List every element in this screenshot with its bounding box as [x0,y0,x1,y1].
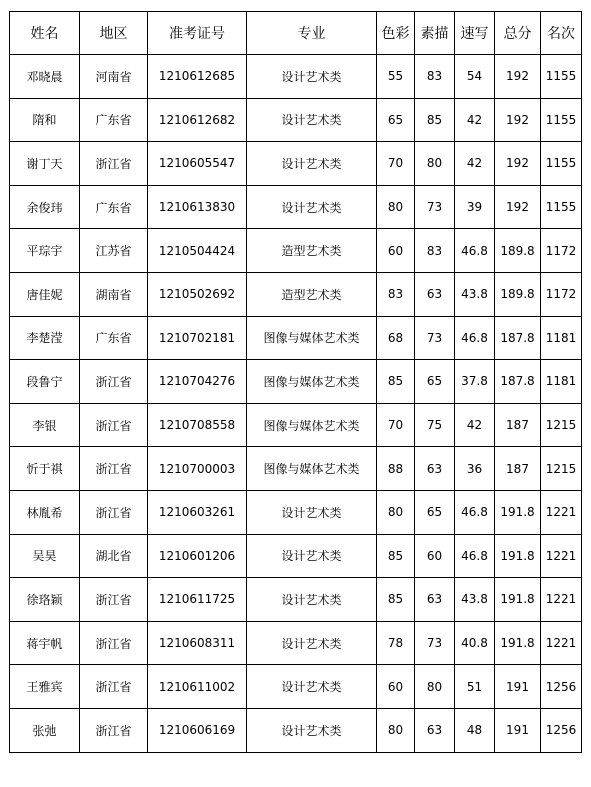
header-exam-number: 准考证号 [148,12,247,55]
cell-total: 191.8 [495,534,541,578]
cell-region: 广东省 [80,185,148,229]
cell-total: 187 [495,403,541,447]
cell-color: 55 [377,55,415,99]
table-row [10,316,582,360]
cell-exam-number: 1210603261 [148,490,247,534]
cell-region: 浙江省 [80,403,148,447]
cell-rank: 1155 [541,185,582,229]
cell-quick-sketch: 36 [455,447,495,491]
table-row [10,578,582,622]
cell-major: 设计艺术类 [247,708,377,752]
table-row [10,142,582,186]
cell-color: 78 [377,621,415,665]
cell-rank: 1221 [541,578,582,622]
cell-exam-number: 1210611002 [148,665,247,709]
cell-region: 浙江省 [80,621,148,665]
table-row [10,621,582,665]
cell-major: 设计艺术类 [247,490,377,534]
cell-color: 85 [377,578,415,622]
cell-sketch: 80 [415,142,455,186]
cell-major: 设计艺术类 [247,185,377,229]
header-total: 总分 [495,12,541,55]
cell-name: 平琮宇 [10,229,80,273]
cell-name: 邓晓晨 [10,55,80,99]
cell-sketch: 63 [415,272,455,316]
cell-sketch: 73 [415,316,455,360]
cell-total: 187 [495,447,541,491]
cell-rank: 1155 [541,142,582,186]
table-row [10,490,582,534]
cell-major: 设计艺术类 [247,621,377,665]
cell-total: 189.8 [495,272,541,316]
cell-major: 图像与媒体艺术类 [247,360,377,404]
cell-quick-sketch: 37.8 [455,360,495,404]
cell-color: 88 [377,447,415,491]
cell-color: 70 [377,142,415,186]
table-row [10,185,582,229]
cell-total: 192 [495,55,541,99]
cell-quick-sketch: 42 [455,142,495,186]
cell-quick-sketch: 51 [455,665,495,709]
cell-exam-number: 1210611725 [148,578,247,622]
cell-rank: 1215 [541,447,582,491]
cell-region: 浙江省 [80,360,148,404]
cell-total: 192 [495,98,541,142]
cell-major: 设计艺术类 [247,55,377,99]
cell-rank: 1221 [541,534,582,578]
table-row [10,447,582,491]
cell-name: 吴昊 [10,534,80,578]
cell-total: 191.8 [495,578,541,622]
cell-quick-sketch: 46.8 [455,316,495,360]
cell-exam-number: 1210504424 [148,229,247,273]
cell-name: 余俊玮 [10,185,80,229]
cell-total: 187.8 [495,316,541,360]
cell-major: 图像与媒体艺术类 [247,447,377,491]
cell-major: 造型艺术类 [247,229,377,273]
cell-region: 湖北省 [80,534,148,578]
cell-sketch: 83 [415,229,455,273]
cell-quick-sketch: 43.8 [455,578,495,622]
cell-name: 王雅宾 [10,665,80,709]
cell-total: 189.8 [495,229,541,273]
cell-name: 林胤希 [10,490,80,534]
cell-major: 设计艺术类 [247,534,377,578]
cell-sketch: 65 [415,360,455,404]
table-row [10,55,582,99]
cell-rank: 1155 [541,98,582,142]
cell-sketch: 73 [415,185,455,229]
table-row [10,534,582,578]
header-region: 地区 [80,12,148,55]
cell-quick-sketch: 39 [455,185,495,229]
cell-region: 广东省 [80,316,148,360]
cell-color: 80 [377,490,415,534]
cell-total: 191.8 [495,621,541,665]
cell-color: 60 [377,229,415,273]
cell-region: 浙江省 [80,490,148,534]
table-row [10,403,582,447]
header-quick-sketch: 速写 [455,12,495,55]
header-color: 色彩 [377,12,415,55]
cell-major: 设计艺术类 [247,578,377,622]
cell-sketch: 85 [415,98,455,142]
cell-color: 68 [377,316,415,360]
cell-name: 徐珞颖 [10,578,80,622]
header-sketch: 素描 [415,12,455,55]
cell-rank: 1181 [541,360,582,404]
cell-major: 设计艺术类 [247,665,377,709]
table-body [10,55,582,753]
cell-color: 80 [377,708,415,752]
cell-rank: 1256 [541,665,582,709]
cell-region: 浙江省 [80,142,148,186]
cell-region: 浙江省 [80,665,148,709]
cell-exam-number: 1210702181 [148,316,247,360]
score-table [9,11,582,753]
cell-major: 图像与媒体艺术类 [247,403,377,447]
cell-sketch: 63 [415,708,455,752]
table-row [10,229,582,273]
cell-region: 浙江省 [80,708,148,752]
cell-quick-sketch: 40.8 [455,621,495,665]
cell-sketch: 65 [415,490,455,534]
cell-total: 192 [495,185,541,229]
cell-exam-number: 1210704276 [148,360,247,404]
cell-exam-number: 1210700003 [148,447,247,491]
cell-exam-number: 1210606169 [148,708,247,752]
cell-color: 80 [377,185,415,229]
cell-rank: 1221 [541,621,582,665]
cell-exam-number: 1210601206 [148,534,247,578]
cell-rank: 1172 [541,272,582,316]
cell-sketch: 63 [415,447,455,491]
cell-major: 设计艺术类 [247,142,377,186]
cell-color: 65 [377,98,415,142]
cell-name: 忻于祺 [10,447,80,491]
cell-total: 191 [495,665,541,709]
cell-name: 段鲁宁 [10,360,80,404]
cell-quick-sketch: 46.8 [455,490,495,534]
cell-major: 设计艺术类 [247,98,377,142]
cell-region: 浙江省 [80,447,148,491]
cell-region: 湖南省 [80,272,148,316]
cell-exam-number: 1210502692 [148,272,247,316]
cell-rank: 1172 [541,229,582,273]
table-row [10,665,582,709]
cell-color: 85 [377,534,415,578]
cell-name: 李银 [10,403,80,447]
cell-total: 187.8 [495,360,541,404]
cell-total: 192 [495,142,541,186]
cell-exam-number: 1210612685 [148,55,247,99]
cell-name: 张弛 [10,708,80,752]
cell-rank: 1215 [541,403,582,447]
header-major: 专业 [247,12,377,55]
cell-color: 70 [377,403,415,447]
cell-sketch: 80 [415,665,455,709]
cell-sketch: 63 [415,578,455,622]
cell-name: 蒋宇帆 [10,621,80,665]
cell-rank: 1155 [541,55,582,99]
cell-quick-sketch: 42 [455,403,495,447]
cell-exam-number: 1210708558 [148,403,247,447]
cell-major: 图像与媒体艺术类 [247,316,377,360]
cell-region: 广东省 [80,98,148,142]
cell-name: 唐佳妮 [10,272,80,316]
cell-quick-sketch: 43.8 [455,272,495,316]
cell-quick-sketch: 46.8 [455,229,495,273]
cell-quick-sketch: 46.8 [455,534,495,578]
cell-exam-number: 1210612682 [148,98,247,142]
cell-rank: 1221 [541,490,582,534]
cell-sketch: 75 [415,403,455,447]
table-row [10,708,582,752]
cell-quick-sketch: 54 [455,55,495,99]
cell-quick-sketch: 42 [455,98,495,142]
cell-exam-number: 1210605547 [148,142,247,186]
cell-exam-number: 1210613830 [148,185,247,229]
cell-sketch: 60 [415,534,455,578]
cell-total: 191 [495,708,541,752]
cell-sketch: 83 [415,55,455,99]
cell-total: 191.8 [495,490,541,534]
header-rank: 名次 [541,12,582,55]
cell-region: 河南省 [80,55,148,99]
cell-sketch: 73 [415,621,455,665]
table-row [10,98,582,142]
cell-quick-sketch: 48 [455,708,495,752]
cell-region: 浙江省 [80,578,148,622]
cell-major: 造型艺术类 [247,272,377,316]
header-name: 姓名 [10,12,80,55]
table-row [10,360,582,404]
cell-color: 60 [377,665,415,709]
cell-rank: 1256 [541,708,582,752]
cell-rank: 1181 [541,316,582,360]
cell-color: 85 [377,360,415,404]
table-row [10,272,582,316]
cell-exam-number: 1210608311 [148,621,247,665]
cell-region: 江苏省 [80,229,148,273]
cell-name: 谢丁天 [10,142,80,186]
header-row [10,12,582,55]
cell-color: 83 [377,272,415,316]
cell-name: 隋和 [10,98,80,142]
cell-name: 李楚滢 [10,316,80,360]
